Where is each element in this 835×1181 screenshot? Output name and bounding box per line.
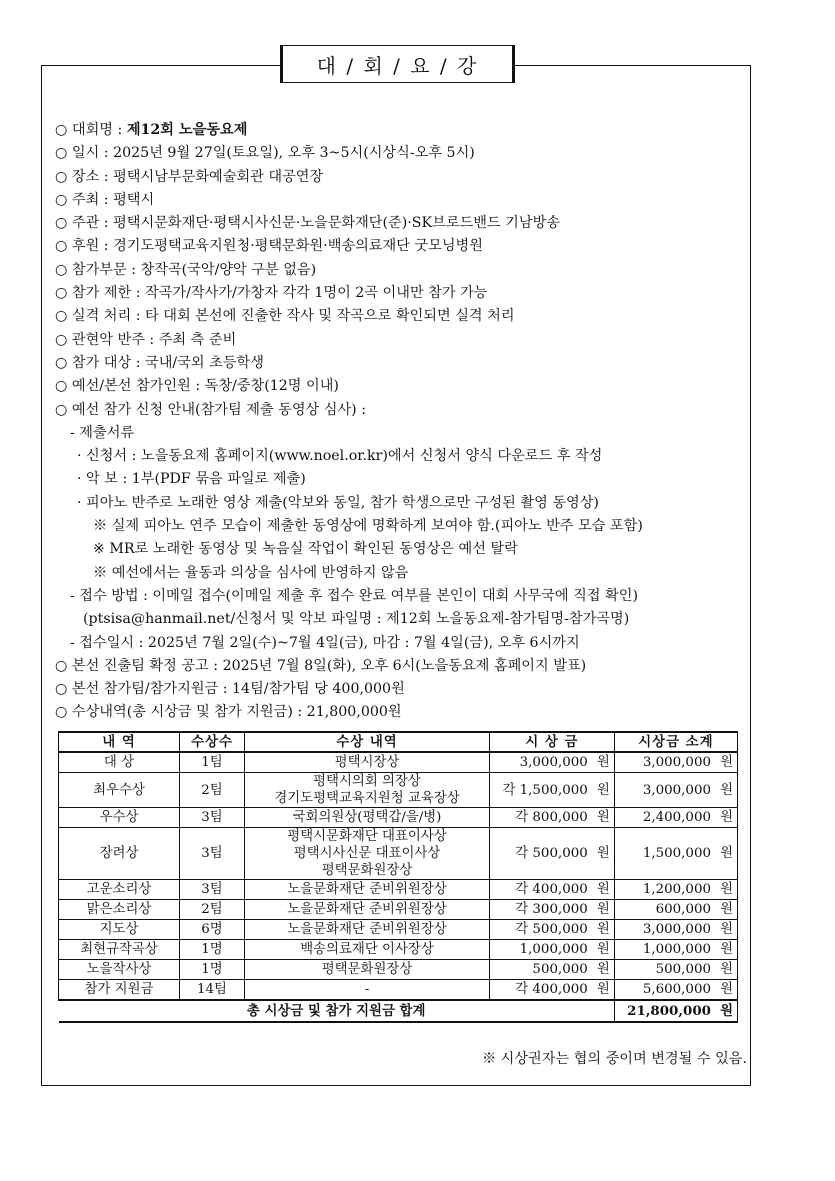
prize-unit-cell: 원: [592, 980, 615, 1001]
guideline-text: ○ 일시 : 2025년 9월 27일(토요일), 오후 3~5시(시상식-오후 5시): [55, 145, 475, 162]
guideline-line: [55, 259, 755, 282]
guideline-text: ○ 대회명 :: [55, 122, 127, 138]
guideline-text: ○ 참가 대상 : 국내/국외 초등학생: [55, 354, 264, 371]
total-amount: 21,800,000: [614, 1000, 715, 1022]
prize-amount-cell: 500,000: [490, 960, 592, 980]
guideline-text: ○ 참가 제한 : 작곡가/작사가/가창자 각각 1명이 2곡 이내만 참가 가능: [55, 285, 488, 302]
award-count-cell: 3팀: [180, 828, 245, 880]
awards-table: [58, 731, 738, 1023]
guideline-text: (ptsisa@hanmail.net/신청서 및 악보 파일명 : 제12회 노을동요제-참가팀명-참가곡명): [83, 611, 630, 628]
award-name-cell: 참가 지원금: [59, 980, 180, 1001]
guideline-text: ※ MR로 노래한 동영상 및 녹음실 작업이 확인된 동영상은 예선 탈락: [93, 541, 518, 558]
guideline-line: [55, 655, 755, 678]
table-row: [59, 940, 738, 960]
guideline-text: - 접수일시 : 2025년 7월 2일(수)~7월 4일(금), 마감 : 7월 4일(금), 오후 6시까지: [70, 634, 580, 651]
award-detail-line: 백송의료재단 이사장상: [300, 942, 434, 957]
award-name-cell: 대 상: [59, 752, 180, 773]
table-row: [59, 980, 738, 1001]
guideline-line: [55, 119, 755, 142]
prize-unit-cell: 원: [592, 960, 615, 980]
table-row: [59, 773, 738, 808]
prize-amount-cell: 각 800,000: [490, 808, 592, 828]
prize-unit-cell: 원: [592, 880, 615, 900]
table-row: [59, 880, 738, 900]
guideline-line: [55, 399, 755, 422]
award-count-cell: 1명: [180, 960, 245, 980]
guideline-text: ○ 장소 : 평택시남부문화예술회관 대공연장: [55, 168, 324, 185]
table-header-cell: 시 상 금: [490, 732, 615, 752]
award-count-cell: 14팀: [180, 980, 245, 1001]
prize-amount-cell: 각 300,000: [490, 900, 592, 920]
guideline-line: [55, 492, 755, 515]
guideline-line: [55, 375, 755, 398]
prize-unit-cell: 원: [592, 940, 615, 960]
award-name-cell: 장려상: [59, 828, 180, 880]
guideline-line: [55, 445, 755, 468]
guideline-line: [55, 585, 755, 608]
subtotal-unit-cell: 원: [715, 773, 738, 808]
total-unit: 원: [715, 1000, 738, 1022]
subtotal-amount-cell: 1,000,000: [614, 940, 715, 960]
guideline-text: ※ 예선에서는 율동과 의상을 심사에 반영하지 않음: [93, 564, 409, 581]
event-name: 제12회 노을동요제: [126, 122, 248, 138]
table-header-cell: 시상금 소계: [614, 732, 737, 752]
guideline-text: - 제출서류: [70, 424, 135, 441]
guideline-text: ※ 실제 피아노 연주 모습이 제출한 동영상에 명확하게 보여야 함.(피아노 반주 모습 포함): [93, 518, 643, 535]
guideline-line: [55, 305, 755, 328]
award-detail-cell: [245, 980, 490, 1001]
subtotal-amount-cell: 3,000,000: [614, 920, 715, 940]
award-count-cell: 2팀: [180, 900, 245, 920]
subtotal-unit-cell: 원: [715, 880, 738, 900]
award-detail-line: 평택시의회 의장상: [313, 774, 421, 789]
guideline-line: [55, 538, 755, 561]
prize-amount-cell: 각 500,000: [490, 920, 592, 940]
subtotal-unit-cell: 원: [715, 920, 738, 940]
guideline-list: [55, 119, 755, 725]
prize-amount-cell: 각 400,000: [490, 980, 592, 1001]
guideline-line: [55, 212, 755, 235]
subtotal-amount-cell: 500,000: [614, 960, 715, 980]
award-count-cell: 3팀: [180, 808, 245, 828]
award-detail-line: 평택시장상: [334, 755, 400, 770]
award-detail-cell: [245, 880, 490, 900]
subtotal-amount-cell: 1,200,000: [614, 880, 715, 900]
guideline-text: ○ 참가부문 : 창작곡(국악/양악 구분 없음): [55, 261, 317, 278]
award-detail-line: -: [364, 982, 370, 997]
subtotal-amount-cell: 1,500,000: [614, 828, 715, 880]
award-detail-line: 노을문화재단 준비위원장상: [287, 882, 447, 897]
prize-unit-cell: 원: [592, 828, 615, 880]
guideline-text: - 접수 방법 : 이메일 접수(이메일 제출 후 접수 완료 여부를 본인이 대회 사무국에 직접 확인): [70, 587, 638, 604]
guideline-line: [55, 282, 755, 305]
subtotal-amount-cell: 3,000,000: [614, 773, 715, 808]
award-name-cell: 고운소리상: [59, 880, 180, 900]
award-detail-cell: [245, 808, 490, 828]
award-count-cell: 6명: [180, 920, 245, 940]
award-name-cell: 맑은소리상: [59, 900, 180, 920]
prize-amount-cell: 각 1,500,000: [490, 773, 592, 808]
guideline-text: ○ 본선 참가팀/참가지원금 : 14팀/참가팀 당 400,000원: [55, 681, 405, 698]
table-row: [59, 920, 738, 940]
award-detail-line: 경기도평택교육지원청 교육장상: [274, 791, 460, 806]
subtotal-amount-cell: 3,000,000: [614, 752, 715, 773]
guideline-line: [55, 189, 755, 212]
subtotal-unit-cell: 원: [715, 828, 738, 880]
table-row: [59, 828, 738, 880]
guideline-text: ○ 실격 처리 : 타 대회 본선에 진출한 작사 및 작곡으로 확인되면 실격 처리: [55, 308, 515, 325]
prize-unit-cell: 원: [592, 900, 615, 920]
prize-unit-cell: 원: [592, 773, 615, 808]
guideline-text: ○ 관현악 반주 : 주최 측 준비: [55, 331, 237, 348]
prize-unit-cell: 원: [592, 920, 615, 940]
table-header-cell: 수상수: [180, 732, 245, 752]
prize-amount-cell: 3,000,000: [490, 752, 592, 773]
award-detail-line: 평택문화원장상: [321, 863, 413, 878]
subtotal-unit-cell: 원: [715, 940, 738, 960]
guideline-line: [55, 468, 755, 491]
subtotal-unit-cell: 원: [715, 808, 738, 828]
award-detail-cell: [245, 900, 490, 920]
table-header-cell: 내 역: [59, 732, 180, 752]
award-detail-line: 평택시사신문 대표이사상: [293, 846, 441, 861]
award-count-cell: 2팀: [180, 773, 245, 808]
table-header-cell: 수상 내역: [245, 732, 490, 752]
guideline-line: [55, 422, 755, 445]
award-detail-cell: [245, 773, 490, 808]
award-detail-cell: [245, 960, 490, 980]
award-name-cell: 최현규작곡상: [59, 940, 180, 960]
guideline-line: [55, 701, 755, 724]
table-row: [59, 808, 738, 828]
award-count-cell: 1명: [180, 940, 245, 960]
document-title: 대 / 회 / 요 / 강: [280, 45, 515, 83]
subtotal-amount-cell: 2,400,000: [614, 808, 715, 828]
guideline-text: ○ 주최 : 평택시: [55, 191, 155, 208]
guideline-line: [55, 142, 755, 165]
table-row: [59, 900, 738, 920]
guideline-text: ○ 주관 : 평택시문화재단·평택시사신문·노을문화재단(준)·SK브로드밴드 기남방송: [55, 215, 560, 232]
table-row: [59, 752, 738, 773]
guideline-text: ○ 예선/본선 참가인원 : 독창/중창(12명 이내): [55, 378, 339, 395]
guideline-text: ○ 수상내역(총 시상금 및 참가 지원금) : 21,800,000원: [55, 704, 402, 721]
award-name-cell: 노을작사상: [59, 960, 180, 980]
table-row: [59, 960, 738, 980]
guideline-text: ○ 본선 진출팀 확정 공고 : 2025년 7월 8일(화), 오후 6시(노을동요제 홈페이지 발표): [55, 657, 587, 674]
prize-unit-cell: 원: [592, 752, 615, 773]
award-detail-cell: [245, 752, 490, 773]
prize-unit-cell: 원: [592, 808, 615, 828]
guideline-line: [55, 632, 755, 655]
award-count-cell: 1팀: [180, 752, 245, 773]
guideline-text: ○ 후원 : 경기도평택교육지원청·평택문화원·백송의료재단 굿모닝병원: [55, 238, 483, 255]
guideline-text: ○ 예선 참가 신청 안내(참가팀 제출 동영상 심사) :: [55, 401, 367, 418]
award-detail-line: 노을문화재단 준비위원장상: [287, 922, 447, 937]
subtotal-unit-cell: 원: [715, 960, 738, 980]
subtotal-unit-cell: 원: [715, 980, 738, 1001]
subtotal-amount-cell: 5,600,000: [614, 980, 715, 1001]
guideline-line: [55, 166, 755, 189]
award-detail-cell: [245, 828, 490, 880]
guideline-line: [55, 515, 755, 538]
prize-amount-cell: 각 400,000: [490, 880, 592, 900]
award-detail-line: 국회의원상(평택갑/을/병): [292, 810, 442, 825]
footnote: ※ 시상권자는 협의 중이며 변경될 수 있음.: [481, 1051, 747, 1067]
guideline-text: · 피아노 반주로 노래한 영상 제출(악보와 동일, 참가 학생으로만 구성된 촬영 동영상): [77, 494, 599, 511]
award-detail-cell: [245, 940, 490, 960]
guideline-line: [55, 608, 755, 631]
prize-amount-cell: 각 500,000: [490, 828, 592, 880]
guideline-text: · 악 보 : 1부(PDF 묶음 파일로 제출): [77, 471, 306, 488]
award-name-cell: 지도상: [59, 920, 180, 940]
subtotal-unit-cell: 원: [715, 900, 738, 920]
award-name-cell: 최우수상: [59, 773, 180, 808]
guideline-line: [55, 678, 755, 701]
table-total-row: [59, 1000, 738, 1022]
award-detail-line: 평택시문화재단 대표이사상: [287, 829, 447, 844]
award-name-cell: 우수상: [59, 808, 180, 828]
award-detail-line: 노을문화재단 준비위원장상: [287, 902, 447, 917]
subtotal-amount-cell: 600,000: [614, 900, 715, 920]
award-count-cell: 3팀: [180, 880, 245, 900]
guideline-line: [55, 235, 755, 258]
guideline-line: [55, 352, 755, 375]
total-label: 총 시상금 및 참가 지원금 합계: [59, 1000, 615, 1022]
table-header-row: [59, 732, 738, 752]
guideline-line: [55, 562, 755, 585]
guideline-text: · 신청서 : 노을동요제 홈페이지(www.noel.or.kr)에서 신청서 양식 다운로드 후 작성: [77, 448, 603, 465]
guideline-line: [55, 329, 755, 352]
award-detail-line: 평택문화원장상: [321, 962, 413, 977]
award-detail-cell: [245, 920, 490, 940]
prize-amount-cell: 1,000,000: [490, 940, 592, 960]
subtotal-unit-cell: 원: [715, 752, 738, 773]
